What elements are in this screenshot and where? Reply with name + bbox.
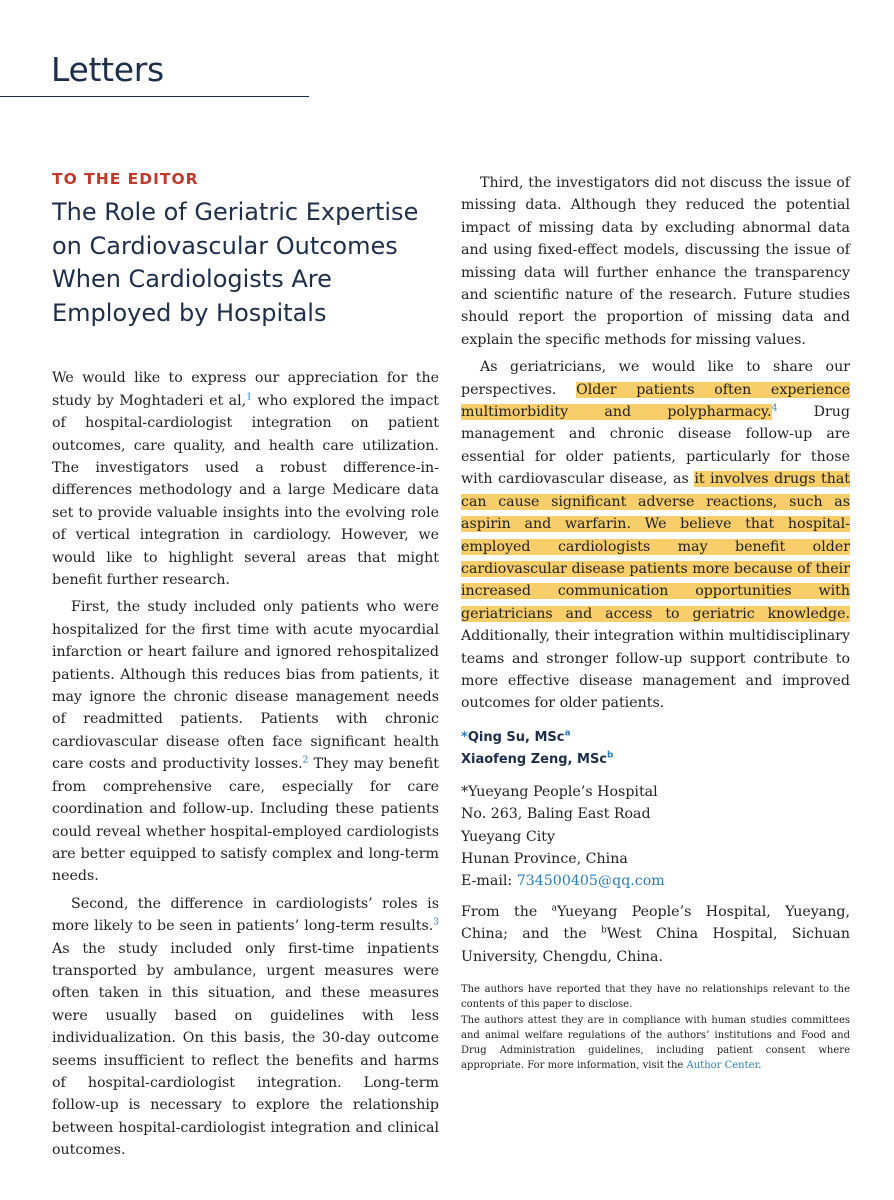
title-divider (0, 96, 309, 97)
disclosure-note: The authors have reported that they have no relationships relevant to the contents of this paper to disclose. The authors attest they are in compliance with human studies committees and animal welfare regulations of the authors’ institutions and Food and Drug Administration guidelines, including patient consent where appropriate. For more information, visit the Author Center. (461, 984, 850, 1072)
section-title: Letters (51, 50, 164, 89)
reference-link-4[interactable]: 4 (771, 403, 778, 414)
article-title: The Role of Geriatric Expertise on Cardiovascular Outcomes When Cardiologists Are Employed by Hospitals (52, 198, 419, 327)
highlight-multimorbidity: Older patients often experience multimorbidity and polypharmacy. (461, 381, 850, 421)
highlight-geriatric-knowledge: it involves drugs that can cause significant adverse reactions, such as aspirin and warfarin. We believe that hospital-employed cardiologists may benefit older cardiovascular disease patients more because of their increased communication opportunities with geriatricians and access to geriatric knowledge. (461, 471, 851, 622)
paragraph-perspective: As geriatricians, we would like to share our perspectives. Older patients often experience multimorbidity and polypharmacy.$^4$ Drug management and chronic disease follow-up are essential for older patients, particularly for those with cardiovascular disease, as it involves drugs that can cause significant adverse reactions, such as aspirin and warfarin. We believe that hospital-employed cardiologists may benefit older cardiovascular disease patients more because of their increased communication opportunities with geriatricians and access to geriatric knowledge. Additionally, their integration within multidisciplinary teams and stronger follow-up support contribute to more effective disease management and improved outcomes for older patients. (461, 359, 851, 712)
author-2: Xiaofeng Zeng, MSc$^b$ (461, 750, 614, 767)
article-kicker: TO THE EDITOR (52, 170, 199, 188)
author-1: *Qing Su, MSc$^a$ (461, 728, 571, 745)
correspondence-address: *Yueyang People’s Hospital No. 263, Baling East Road Yueyang City Hunan Province, China E-mail: 734500405@qq.com (461, 783, 665, 890)
reference-link-3[interactable]: 3 (433, 917, 439, 928)
author-center-link[interactable]: Author Center (686, 1060, 759, 1072)
letter-body-left (52, 367, 439, 1161)
author-list (461, 727, 850, 771)
paragraph-second: Second, the difference in cardiologists’ roles is more likely to be seen in patients’ long-term results.$^3$ As the study included only first-time inpatients transported by ambulance, urgent measures were often taken in this situation, and these measures were usually based on guidelines with less individualization. On this basis, the 30-day outcome seems insufficient to reflect the benefits and harms of hospital-cardiologist integration. Long-term follow-up is necessary to explore the relationship between hospital-cardiologist integration and clinical outcomes. (52, 895, 439, 1159)
affiliations: From the $^a$Yueyang People’s Hospital, Yueyang, China; and the $^b$West China Hospital, Sichuan University, Chengdu, China. (461, 903, 850, 965)
reference-link-2[interactable]: 2 (302, 755, 309, 766)
email-link[interactable]: 734500405@qq.com (516, 873, 665, 890)
paragraph-third: Third, the investigators did not discuss the issue of missing data. Although they reduced the potential impact of missing data by excluding abnormal data and using fixed-effect models, discussing the issue of missing data will further enhance the transparency and scientific nature of the research. Future studies should report the proportion of missing data and explain the specific methods for missing values. (461, 175, 850, 348)
left-column (52, 168, 439, 1167)
letter-body-right (461, 172, 850, 715)
paragraph-first: First, the study included only patients who were hospitalized for the first time with acute myocardial infarction or heart failure and ignored rehospitalized patients. Although this reduces bias from patients, it may ignore the chronic disease management needs of readmitted patients. Patients with chronic cardiovascular disease often face significant health care costs and productivity losses.$^2$ They may benefit from comprehensive care, especially for care coordination and follow-up. Including these patients could reveal whether hospital-employed cardiologists are better equipped to satisfy complex and long-term needs. (52, 599, 439, 885)
right-column (461, 172, 850, 1074)
paragraph-intro: We would like to express our appreciation for the study by Moghtaderi et al,$^1$ who explored the impact of hospital-cardiologist integration on patient outcomes, care quality, and health care utilization. The investigators used a robust difference-in-differences methodology and a large Medicare data set to provide valuable insights into the evolving role of vertical integration in cardiology. However, we would like to highlight several areas that might benefit further research. (52, 370, 439, 589)
reference-link-1[interactable]: 1 (246, 392, 252, 403)
